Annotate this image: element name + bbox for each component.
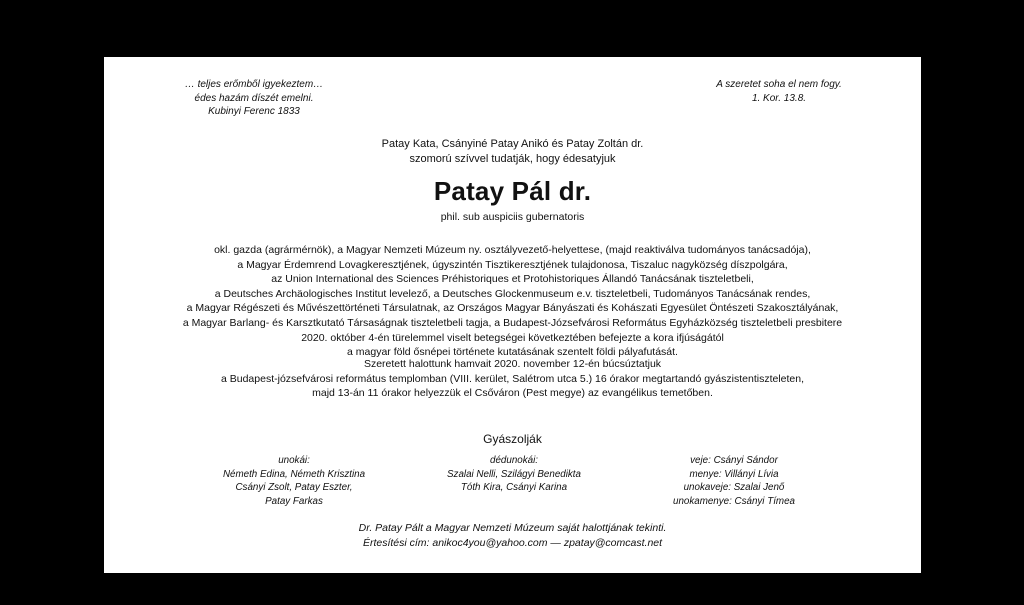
funeral-line: Szeretett halottunk hamvait 2020. november 12-én búcsúztatjuk — [363, 358, 662, 370]
quote-right — [664, 78, 894, 105]
mourner-line: Patay Farkas — [265, 496, 323, 508]
funeral-line: majd 13-án 11 órakor helyezzük el Csőváron (Pest megye) az evangélikus temetőben. — [312, 387, 713, 400]
mourners-grandchildren — [194, 454, 394, 509]
quote-left-line: édes hazám díszét emelni. — [194, 92, 314, 104]
mourners-great-grandchildren — [414, 454, 614, 495]
quote-right-reference: 1. Kor. 13.8. — [751, 92, 807, 104]
quote-left — [144, 78, 364, 119]
biography-line: 2020. október 4-én türelemmel viselt betegségei következtében befejezte a kora ifjúságától — [301, 331, 724, 344]
biography-line: okl. gazda (agrármérnök), a Magyar Nemzeti Múzeum ny. osztályvezető-helyettese, (majd reaktiválva tudományos tanácsadója), — [214, 244, 811, 256]
biography-line: a Magyar Érdemrend Lovagkeresztjének, úgyszintén Tisztikeresztjének tulajdonosa, Tiszaluc nagyközség díszpolgára, — [237, 258, 788, 271]
obituary-card — [104, 57, 921, 573]
mourner-line: veje: Csányi Sándor — [690, 455, 778, 466]
deceased-name: Patay Pál dr. — [433, 176, 592, 206]
quote-left-line: … teljes erőmből igyekeztem… — [184, 79, 324, 90]
mourner-group-label: dédunokái: — [490, 455, 538, 466]
biography-line: a Deutsches Archäologisches Institut levelező, a Deutsches Glockenmuseum e.v. tiszteletbeli, Tudományos Tanácsának rendes, — [214, 287, 811, 300]
mourner-line: menye: Villányi Lívia — [689, 468, 779, 480]
quote-right-line: A szeretet soha el nem fogy. — [716, 79, 842, 90]
funeral-details — [104, 357, 921, 401]
contact-address: Értesítési cím: anikoc4you@yahoo.com — zpatay@comcast.net — [362, 536, 663, 549]
quote-left-attribution: Kubinyi Ferenc 1833 — [208, 106, 300, 117]
mourners-in-laws — [629, 454, 839, 509]
mourner-line: unokaveje: Szalai Jenő — [683, 482, 785, 494]
footer-note: Dr. Patay Pált a Magyar Nemzeti Múzeum saját halottjának tekinti. — [358, 522, 667, 534]
mourner-line: unokamenye: Csányi Tímea — [673, 496, 795, 508]
biography-line: a magyar föld ősnépei története kutatásának szentelt földi pályafutását. — [347, 346, 678, 359]
announcement-text: szomorú szívvel tudatják, hogy édesatyjuk — [409, 153, 616, 165]
deceased-title: phil. sub auspiciis gubernatoris — [440, 211, 585, 223]
footer — [104, 521, 921, 550]
announcers — [104, 137, 921, 167]
mourner-line: Tóth Kira, Csányi Karina — [460, 482, 568, 494]
announcer-names: Patay Kata, Csányiné Patay Anikó és Patay Zoltán dr. — [381, 138, 644, 150]
mourner-line: Németh Edina, Németh Krisztina — [222, 468, 366, 480]
mourner-line: Csányi Zsolt, Patay Eszter, — [235, 482, 353, 494]
mourner-line: Szalai Nelli, Szilágyi Benedikta — [447, 468, 581, 480]
mourner-group-label: unokái: — [278, 455, 310, 466]
biography-line: az Union International des Sciences Préhistoriques et Protohistoriques Állandó Tanácsának tiszteletbeli, — [271, 273, 754, 286]
mourners-heading: Gyászolják — [483, 432, 542, 446]
biography — [104, 243, 921, 360]
funeral-line: a Budapest-józsefvárosi református templomban (VIII. kerület, Salétrom utca 5.) 16 órakor megtartandó gyászistentiszteleten, — [220, 372, 805, 385]
biography-line: a Magyar Barlang- és Karsztkutató Társaságnak tiszteletbeli tagja, a Budapest-Józsefvárosi Református Egyházközség tiszteletbeli presbitere — [182, 316, 843, 329]
biography-line: a Magyar Régészeti és Művészettörténeti Társulatnak, az Országos Magyar Bányászati és Kohászati Egyesület Öntészeti Szakosztályának, — [186, 302, 839, 315]
